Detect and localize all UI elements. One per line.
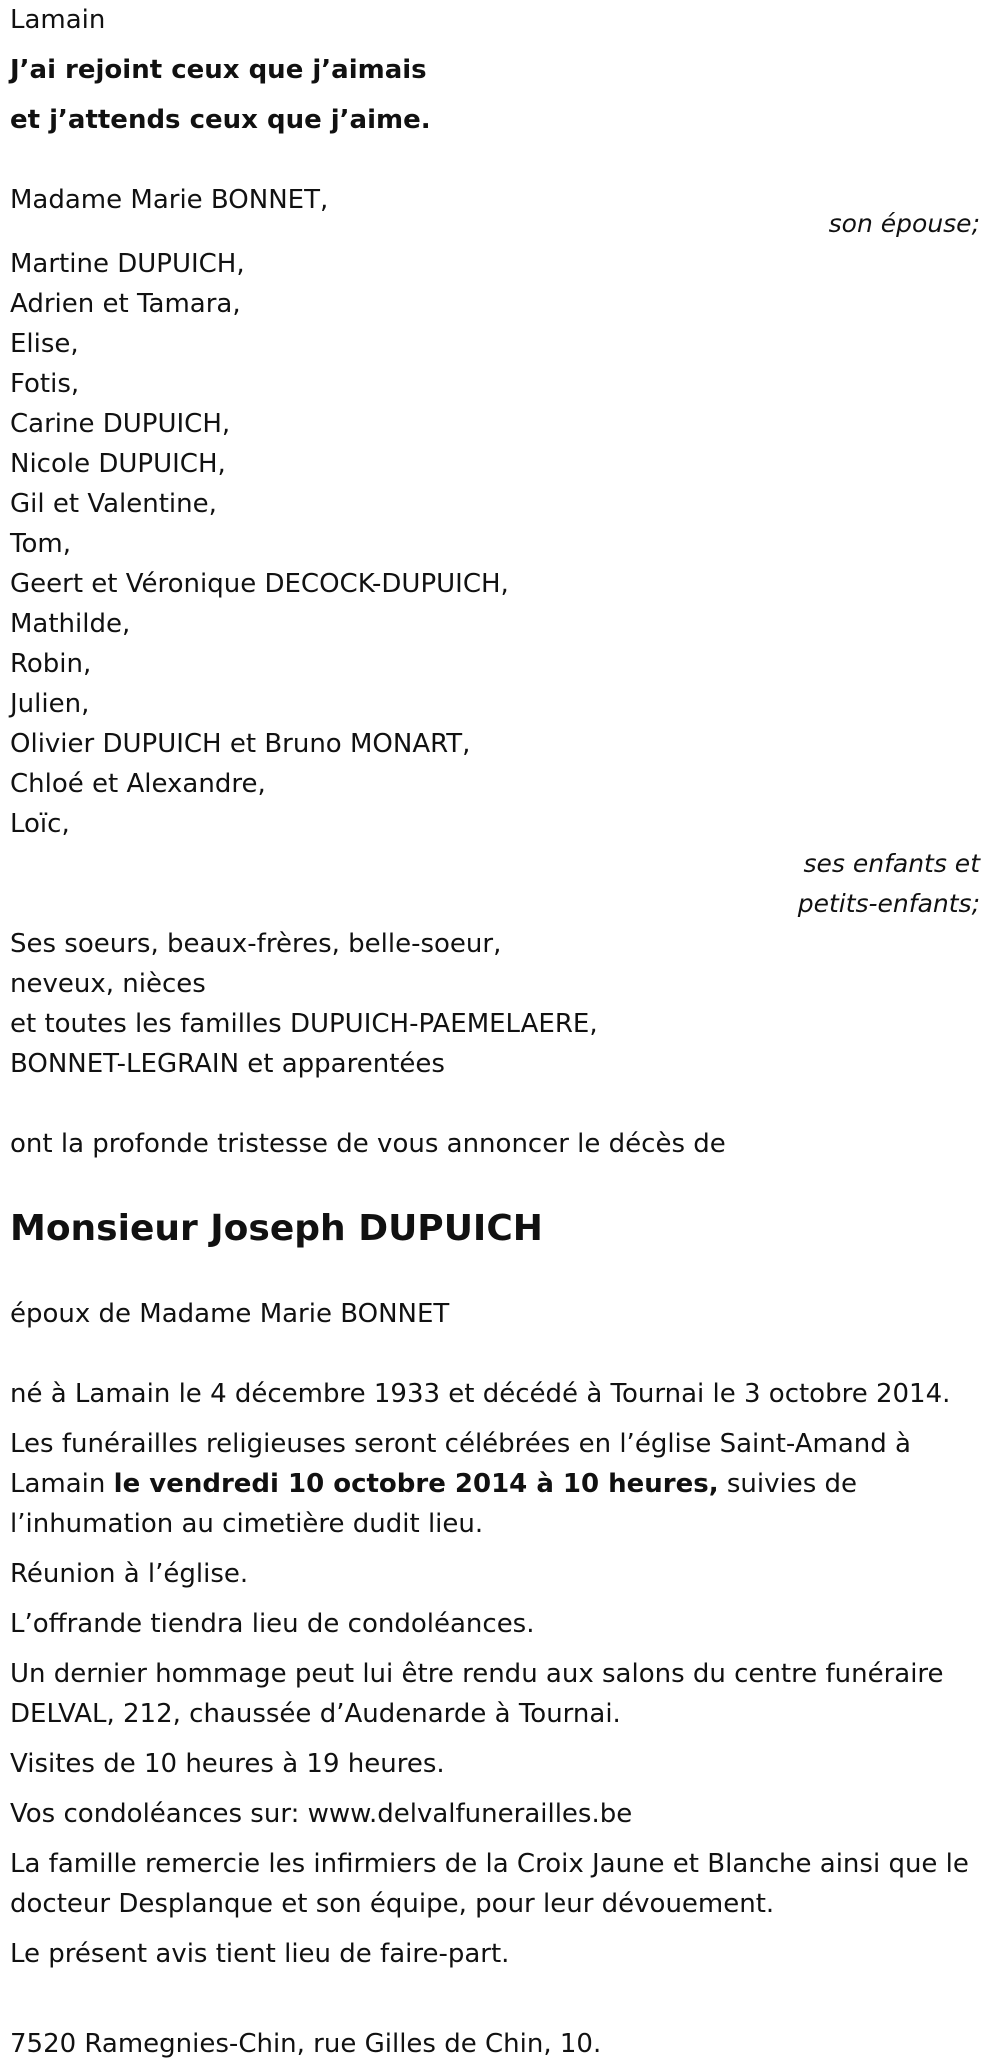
spouse-role: son épouse; — [828, 209, 980, 238]
visits-text: Visites de 10 heures à 19 heures. — [10, 1749, 445, 1779]
list-item: neveux, nièces — [10, 969, 206, 999]
birth-death-text: né à Lamain le 4 décembre 1933 et décédé à Tournai le 3 octobre 2014. — [10, 1379, 951, 1409]
list-item: et toutes les familles DUPUICH-PAEMELAERE, — [10, 1009, 598, 1039]
funeral-date: le vendredi 10 octobre 2014 à 10 heures, — [113, 1469, 719, 1499]
place-heading: Lamain — [10, 5, 106, 35]
list-item: Loïc, — [10, 809, 70, 839]
list-item: Martine DUPUICH, — [10, 249, 245, 279]
meeting-text: Réunion à l’église. — [10, 1559, 249, 1589]
list-item: Ses soeurs, beaux-frères, belle-soeur, — [10, 929, 502, 959]
condolences-text: Vos condoléances sur: www.delvalfunerailles.be — [10, 1799, 633, 1829]
deceased-name: Monsieur Joseph DUPUICH — [10, 1208, 543, 1249]
spouse-name: Madame Marie BONNET, — [10, 185, 329, 215]
children-role-line-2: petits-enfants; — [797, 889, 980, 918]
quote-line-2: et j’attends ceux que j’aime. — [10, 105, 431, 135]
list-item: Nicole DUPUICH, — [10, 449, 226, 479]
list-item: Tom, — [10, 529, 71, 559]
list-item: Geert et Véronique DECOCK-DUPUICH, — [10, 569, 509, 599]
list-item: Mathilde, — [10, 609, 131, 639]
funeral-text-after: suivies de l’inhumation au cimetière dudit lieu. — [10, 1469, 858, 1539]
list-item: Gil et Valentine, — [10, 489, 217, 519]
children-role-line-1: ses enfants et — [803, 849, 980, 878]
list-item: Carine DUPUICH, — [10, 409, 231, 439]
quote-line-1: J’ai rejoint ceux que j’aimais — [10, 55, 427, 85]
list-item: Fotis, — [10, 369, 80, 399]
address-text: 7520 Ramegnies-Chin, rue Gilles de Chin, 10. — [10, 2029, 602, 2059]
list-item: BONNET-LEGRAIN et apparentées — [10, 1049, 445, 1079]
announcement-text: ont la profonde tristesse de vous annoncer le décès de — [10, 1129, 726, 1159]
list-item: Adrien et Tamara, — [10, 289, 241, 319]
list-item: Julien, — [10, 689, 90, 719]
notice-text: Le présent avis tient lieu de faire-part. — [10, 1939, 510, 1969]
list-item: Olivier DUPUICH et Bruno MONART, — [10, 729, 471, 759]
thanks-text: La famille remercie les infirmiers de la Croix Jaune et Blanche ainsi que le docteur Desplanque et son équipe, pour leur dévouement. — [10, 1849, 969, 1919]
funeral-text — [10, 1424, 990, 1544]
funeral-text-before: Les funérailles religieuses seront célébrées en l’église Saint-Amand à Lamain — [10, 1429, 911, 1499]
offering-text: L’offrande tiendra lieu de condoléances. — [10, 1609, 535, 1639]
spouse-note: époux de Madame Marie BONNET — [10, 1299, 450, 1329]
children-list — [10, 244, 990, 844]
relatives-list — [10, 924, 990, 1084]
list-item: Chloé et Alexandre, — [10, 769, 266, 799]
list-item: Elise, — [10, 329, 79, 359]
list-item: Robin, — [10, 649, 92, 679]
tribute-text: Un dernier hommage peut lui être rendu aux salons du centre funéraire DELVAL, 212, chaussée d’Audenarde à Tournai. — [10, 1659, 944, 1729]
